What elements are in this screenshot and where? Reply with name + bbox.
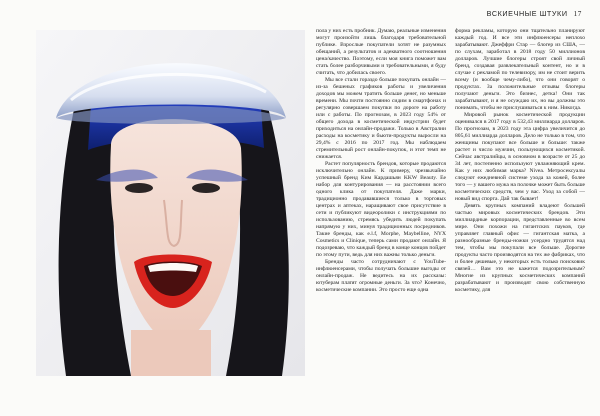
paragraph: Растет популярность брендов, которые продаются исключительно онлайн. К примеру, чрезвычайно успешный бренд Ким Кардашьян KKW Beauty. Ее набор для контурирования — на расстоянии всего одного клика от покупателя. Даже марки, традиционно продававшиеся только в торговых центрах и аптеках, наращивают свое присутствие в сети и публикуют видеоролики с инструкциями по использованию, стремясь убедить людей покупать напрямую у них, минуя традиционных посредников. Такие бренды, как e.l.f, Morphe, Maybelline, NYX Cosmetics и Clinique, теперь сами продают онлайн. Я подозреваю, что каждый бренд в конце концов пойдет по этому пути, ведь для них важны только деньги. [316, 161, 446, 258]
section-title: ВСКИЕЧНЫЕ ШТУКИ [486, 9, 568, 18]
running-head [487, 9, 582, 18]
portrait-photo [36, 30, 305, 376]
text-column-left [316, 28, 446, 294]
paragraph: форма рекламы, которую они тщательно планируют каждый год. И все эти инфлюенсеры неплохо зарабатывают. Джеффри Стар — блогер из США, — по слухам, заработал в 2018 году 50 миллионов долларов. Лучшие блогеры строят свой личный бренд, создавая развлекательный контент, но и в случае с рекламой по телевизору, им не стоит верить всему (и вообще чему-либо), что они говорят о продуктах. За положительные отзывы блогеры получают деньги. Это бизнес, детка! Они так зарабатывают, и я не осуждаю их, но вы должны это понимать, чтобы не прислушиваться к ним. Никогда. [455, 28, 585, 111]
page-number: 17 [573, 10, 582, 18]
paragraph: пола у них есть пробник. Думаю, реальные изменения могут произойти лишь благодаря требовательной публике. Взрослые покупатели хотят не разумных обещаний, а результатов и адекватного соотношения цена/качество. Поэтому, если моя книга поможет вам стать более разборчивыми и требовательными, я буду считать, что добилась своего. [316, 28, 446, 76]
paragraph: Мировой рынок косметической продукции оценивался в 2017 году в 532,43 миллиарда долларов. По прогнозам, в 2023 году эта цифра увеличится до 805,61 миллиарда долларов. Дело не только в том, что женщины покупают все больше и больше: также растет и число мужчин, пользующихся косметикой. Сейчас австралийцы, в основном в возрасте от 25 до 34 лет, постепенно используют увлажняющий крем. Как у них любимая марка? Nivea. Метросексуалы следуют ежедневной системе ухода за кожей, более того — у вашего мужа на полочке может быть больше косметических средств, чем у вас. Уход за собой — новый вид спорта. Дай так бывает! [455, 112, 585, 202]
portrait-illustration [36, 30, 305, 376]
paragraph: Мы все стали гораздо больше покупать онлайн — из-за бешеных графиков работы и увеличения доходов мы можем тратить больше денег, но меньше времени. Мы почти постоянно сидим в смартфонах и регулярно совершаем покупки по дороге на работу или с работы. По прогнозам, в 2023 году 54% от общего дохода в косметической индустрии будет приходиться на онлайн-продажи. Только в Австралии расходы на косметику и бьюти-продукты выросли на 29,4% с 2016 по 2017 год. Мы наблюдаем стремительный рост онлайн-покупок, и этот темп не снижается. [316, 77, 446, 160]
paragraph: Бренды часто сотрудничают с YouTube-инфлюенсерами, чтобы получать большие выгоды от онлайн-продаж. Не ведитесь на их рассказы: ютуберам платят огромные деньги. За что? Конечно, косметические компании. Это просто еще одна [316, 259, 446, 293]
paragraph: Девять крупных компаний владеют большей частью мировых косметических брендов. Эти миллиардные корпорации, представленные во всем мире. Они похожи на гигантских пауков, где управляет главный офис — гигантская матка, а разнообразные бренды-ножки усердно трудятся над тем, чтобы мы покупали все больше. Дорогие продукты часто производятся на тех же фабриках, что и более дешевые, у некоторых есть только поисковик связей… Вам это не кажется подозрительным? Многие из крупных косметических компаний разрабатывают и производят свою собственную косметику, для [455, 203, 585, 293]
text-column-right [455, 28, 585, 294]
